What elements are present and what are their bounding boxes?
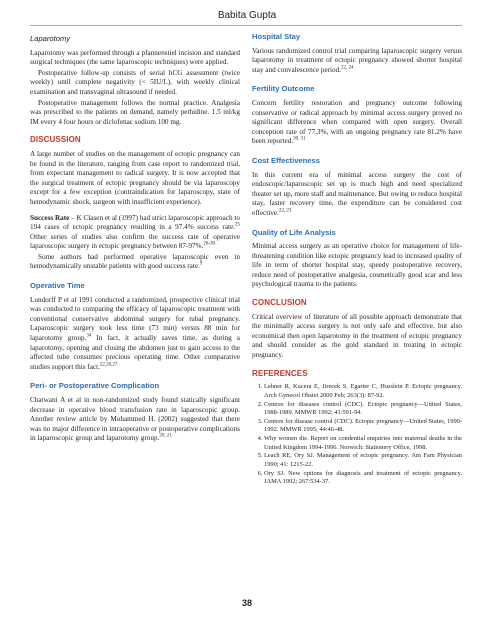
success-rate-paragraph-2 <box>30 253 240 272</box>
periop-complication-heading: Peri- or Postoperative Complication <box>30 381 160 391</box>
operative-time-citation-a: 34 <box>86 333 92 339</box>
cost-paragraph <box>252 171 462 219</box>
laparotomy-heading: Laparotomy <box>30 34 71 43</box>
operative-time-text-a: Lundorff P et al 1991 conducted a randomized, prospective clinical trial was conducted to comparing the efficacy of laparoscopic treatment with conventional conservative abdominal surgery for tubal pregnancy. Laparoscopic surgery took less time (73 min) versus 88 min for laparotomy group. <box>30 295 240 343</box>
qol-heading: Quality of Life Analysis <box>252 227 336 237</box>
fertility-paragraph <box>252 99 462 147</box>
laparotomy-paragraph-1: Laparotomy was performed through a pfannenstiel incision and standard surgical techniques (the same laparoscopic techniques) were applied. <box>30 48 240 67</box>
fertility-text: Concern fertility restoration and pregnancy outcome following conservative or radical approach by minimal access surgery proved no significant difference when compared with open surgery. Overall conception rate of 77.3%, with an ongoing pregnancy rate 81.2% have been reported. <box>252 98 462 146</box>
hospital-stay-heading: Hospital Stay <box>252 32 301 41</box>
operative-time-text-b: In fact, it actually saves time, as during a laparotomy, opening and closing the abdomen just to gain access to the affected tube consumes precious operating time. Other comparative studies support this fact. <box>30 334 240 371</box>
success-rate-text-a: – K Clasen et al (1997) had strict laparoscopic approach to 194 cases of ectopic pregnancy resulting in a 97.4% success rate. <box>30 213 240 232</box>
running-header: Babita Gupta <box>217 10 277 21</box>
references-heading: REFERENCES <box>252 368 308 378</box>
operative-time-citation-b: 22,26,27 <box>99 362 118 368</box>
cost-text: In this current era of minimal access surgery the cost of endoscopic/laparoscopic set up is much high and need specialized theater set up, more staff and maintenance. But owing to reduce hospital stay, faster recovery time, the expenditure can be considered cost effective. <box>252 170 462 217</box>
reference-item: 2. Centres for diseases control (CDC). Ectopic pregnancy—United States, 1988-1989. MMWR 1992; 41:591-94. <box>264 401 462 418</box>
success-rate-label: Success Rate <box>30 213 70 222</box>
success-rate-citation-2: 9 <box>199 262 203 268</box>
laparotomy-paragraph-3: Postoperative management follows the normal practice. Analgesia was prescribed to the patients on demand, namely pethidine. 1.5 ml/kg IM every 4 four hours or diclofenac sodium 100 mg. <box>30 98 240 126</box>
hospital-stay-text: Various randomized control trial comparing laparoscopic surgery versus laparotomy in treatment of ectopic pregnancy showed shorter hospital stay and convalescence period. <box>252 46 462 74</box>
right-column <box>252 32 462 487</box>
discussion-heading: DISCUSSION <box>30 135 81 145</box>
discussion-paragraph: A large number of studies on the management of ectopic pregnancy can be found in the literature, ranging from case report to randomized trial, from expectant management to radical surgery. It is now accepted that the surgical treatment of ectopic pregnancy should be via laparoscopy except for a few exception (contraindication for laparoscopy, state of hemodynamic shock, surgeon with insufficient experience). <box>30 149 240 206</box>
page-number: 38 <box>241 598 252 608</box>
cost-citation: 22, 23 <box>278 208 292 214</box>
fertility-citation: 30, 31 <box>293 136 306 142</box>
references-list <box>252 383 462 486</box>
periop-complication-paragraph <box>30 396 240 444</box>
hospital-stay-paragraph <box>252 47 462 76</box>
success-rate-citation-a: 25 <box>235 222 240 228</box>
qol-paragraph: Minimal access surgery as an operative choice for management of life-threatening condition like ectopic pregnancy lead to increased quality of life in term of shorter hospital stay, speedy postoperative recovery, reduce need of postoperative analgesia, cosmetically good scar and less psychological trauma to the patients. <box>252 242 462 289</box>
success-rate-citation-b: 26-30 <box>203 241 215 247</box>
conclusion-heading: CONCLUSION <box>252 298 307 308</box>
hospital-stay-citation: 22, 24 <box>341 65 354 71</box>
reference-item: 1. Lehner R, Kucera E, Jirecek S, Egarter C, Husslein P. Ectopic pregnancy. Arch Gynecol Obstet 2000 Feb; 263(3): 87-92. <box>264 383 462 400</box>
reference-item: 6. Ory SJ. New options for diagnosis and treatment of ectopic pregnancy. JAMA 1992; 267:534-37. <box>264 470 462 487</box>
operative-time-heading: Operative Time <box>30 281 85 291</box>
periop-text: Chatwani A et al in non-randomized study found statically significant decrease in operative blood transfusion rate in laparoscopic group. Another review article by Mohammed H. (2002) suggested that there was no major difference in intraoperative or postoperative complications in laparoscopic group and laparotomy group. <box>30 396 240 443</box>
operative-time-paragraph <box>30 296 240 373</box>
success-rate-text-b: Other series of studies also confirm the success rate of operative laparoscopic surgery in ectopic pregnancy between 87-97%. <box>30 232 240 251</box>
header-rule <box>30 25 462 26</box>
periop-citation: 20, 21 <box>159 433 172 439</box>
laparotomy-paragraph-2: Postoperative follow-up consists of serial hCG assessment (twice weekly) until complete negativity (< 5IU/L), with weekly clinical examination and transvaginal ultrasound if needed. <box>30 68 240 96</box>
fertility-heading: Fertility Outcome <box>252 84 315 94</box>
reference-item: 3. Centres for disease control (CDC). Ectopic pregnancy—United States, 1990-1992. MMWR 1995; 44:46-48. <box>264 418 462 435</box>
reference-item: 4. Why women die. Report on condential enquiries into maternal deaths in the United Kingdom 1994-1996. Norwich: Stationery Office, 1998. <box>264 435 462 452</box>
left-column <box>30 32 240 445</box>
success-rate-text-2: Some authors had performed operative laparoscopic even in hemodynamically unstable patients with good success rate. <box>30 252 240 271</box>
success-rate-paragraph <box>30 214 240 252</box>
cost-heading: Cost Effectiveness <box>252 155 320 165</box>
reference-item: 5. Leach RE, Ory SJ. Management of ectopic pregnancy. Am Fam Physician 1990; 41: 1215-22. <box>264 452 462 469</box>
conclusion-paragraph: Critical overview of literature of all possible approach demonstrate that the minimally access surgery is not only safe and effective, but also economical then open laparotomy in the treatment of ectopic pregnancy and should consider as the gold standard in treating in ectopic pregnancy. <box>252 312 462 360</box>
